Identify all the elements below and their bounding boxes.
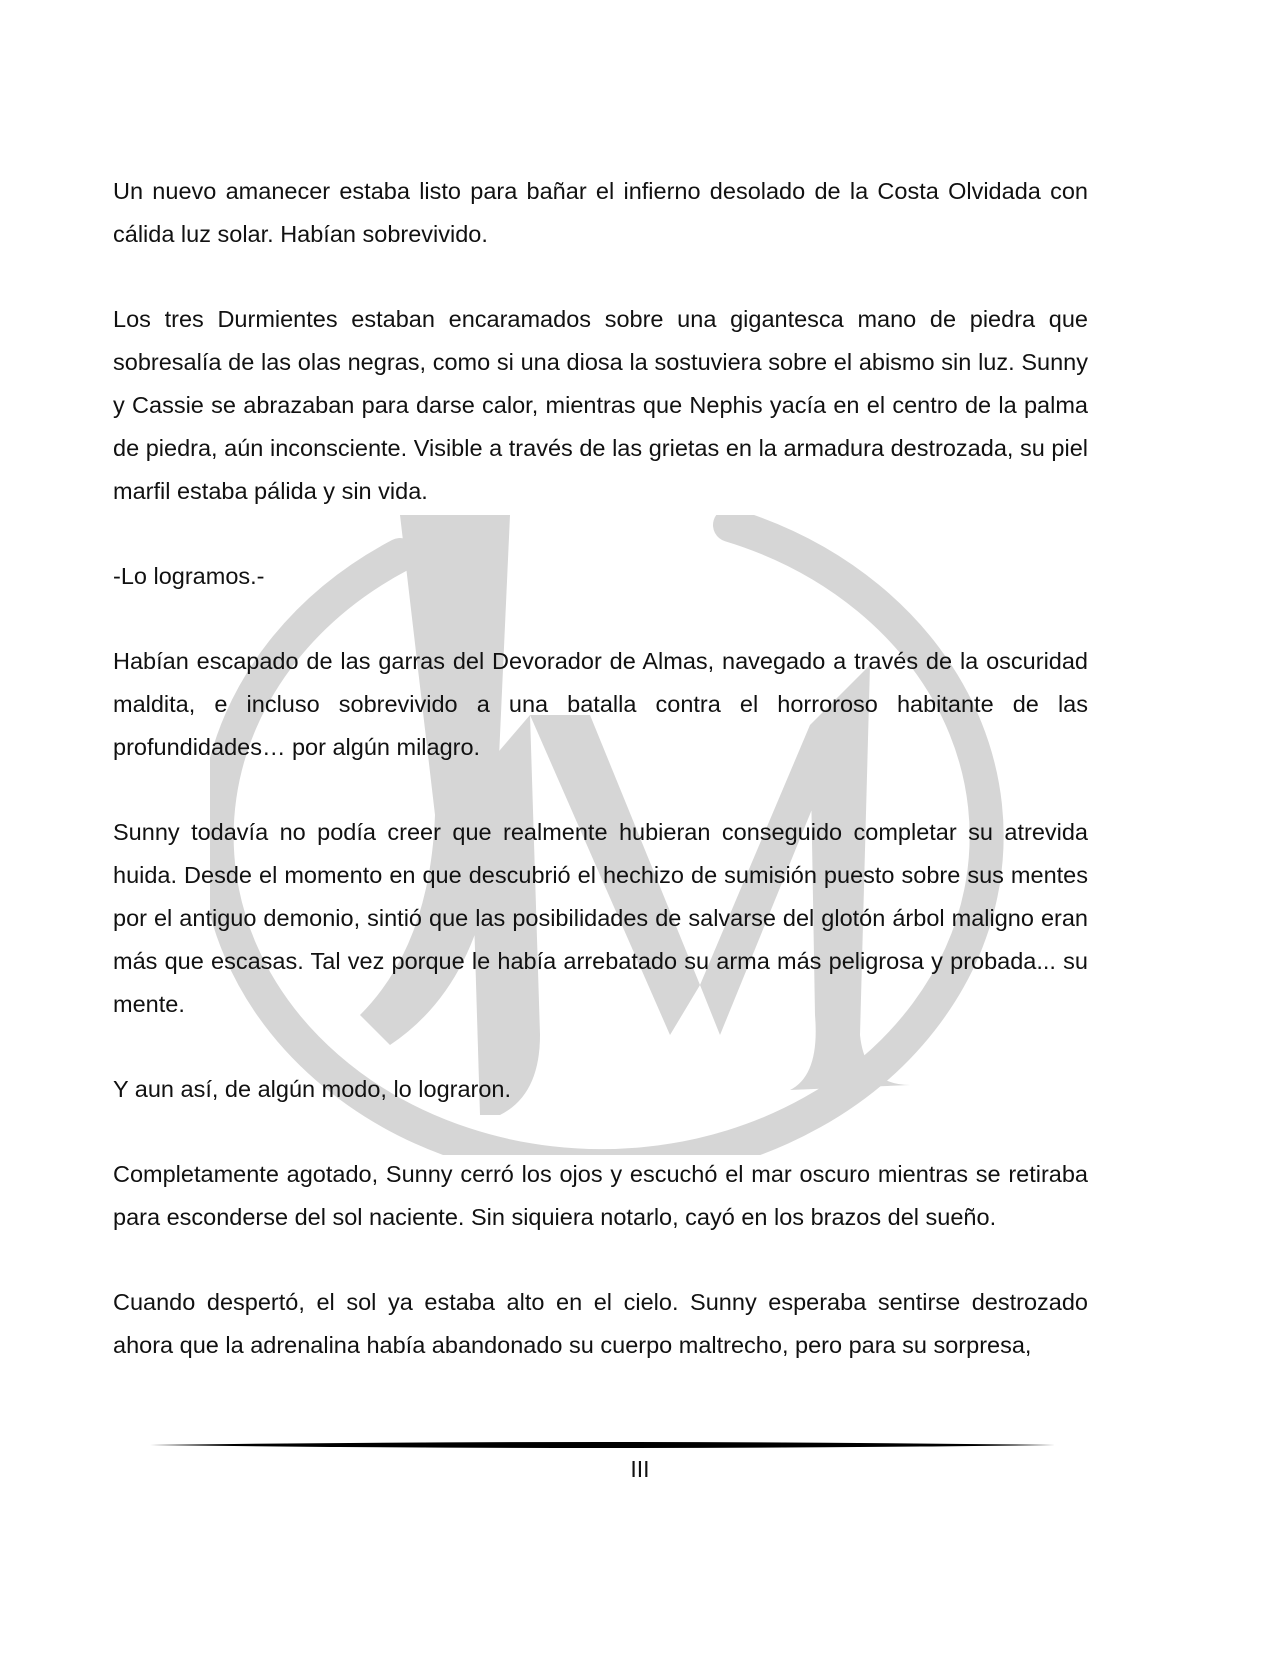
paragraph-4: Habían escapado de las garras del Devorador de Almas, navegado a través de la oscuridad maldita, e incluso sobrevivido a una batalla contra el horroroso habitante de las profundidades… por algún milagro. [113, 648, 1088, 760]
paragraph-7: Completamente agotado, Sunny cerró los ojos y escuchó el mar oscuro mientras se retiraba para esconderse del sol naciente. Sin siquiera notarlo, cayó en los brazos del sueño. [113, 1161, 1088, 1230]
body-text [113, 170, 1088, 1409]
paragraph-5: Sunny todavía no podía creer que realmente hubieran conseguido completar su atrevida huida. Desde el momento en que descubrió el hechizo de sumisión puesto sobre sus mentes por el antiguo demonio, sintió que las posibilidades de salvarse del glotón árbol maligno eran más que escasas. Tal vez porque le había arrebatado su arma más peligrosa y probada... su mente. [113, 819, 1088, 1017]
page-number: III [630, 1456, 650, 1482]
paragraph-2: Los tres Durmientes estaban encaramados sobre una gigantesca mano de piedra que sobresalía de las olas negras, como si una diosa la sostuviera sobre el abismo sin luz. Sunny y Cassie se abrazaban para darse calor, mientras que Nephis yacía en el centro de la palma de piedra, aún inconsciente. Visible a través de las grietas en la armadura destrozada, su piel marfil estaba pálida y sin vida. [113, 306, 1088, 504]
paragraph-8: Cuando despertó, el sol ya estaba alto en el cielo. Sunny esperaba sentirse destrozado ahora que la adrenalina había abandonado su cuerpo maltrecho, pero para su sorpresa, [113, 1289, 1088, 1358]
paragraph-1: Un nuevo amanecer estaba listo para bañar el infierno desolado de la Costa Olvidada con cálida luz solar. Habían sobrevivido. [113, 178, 1088, 247]
paragraph-3: -Lo logramos.- [113, 563, 265, 589]
footer-divider [150, 1440, 1055, 1450]
paragraph-6: Y aun así, de algún modo, lo lograron. [113, 1076, 512, 1102]
